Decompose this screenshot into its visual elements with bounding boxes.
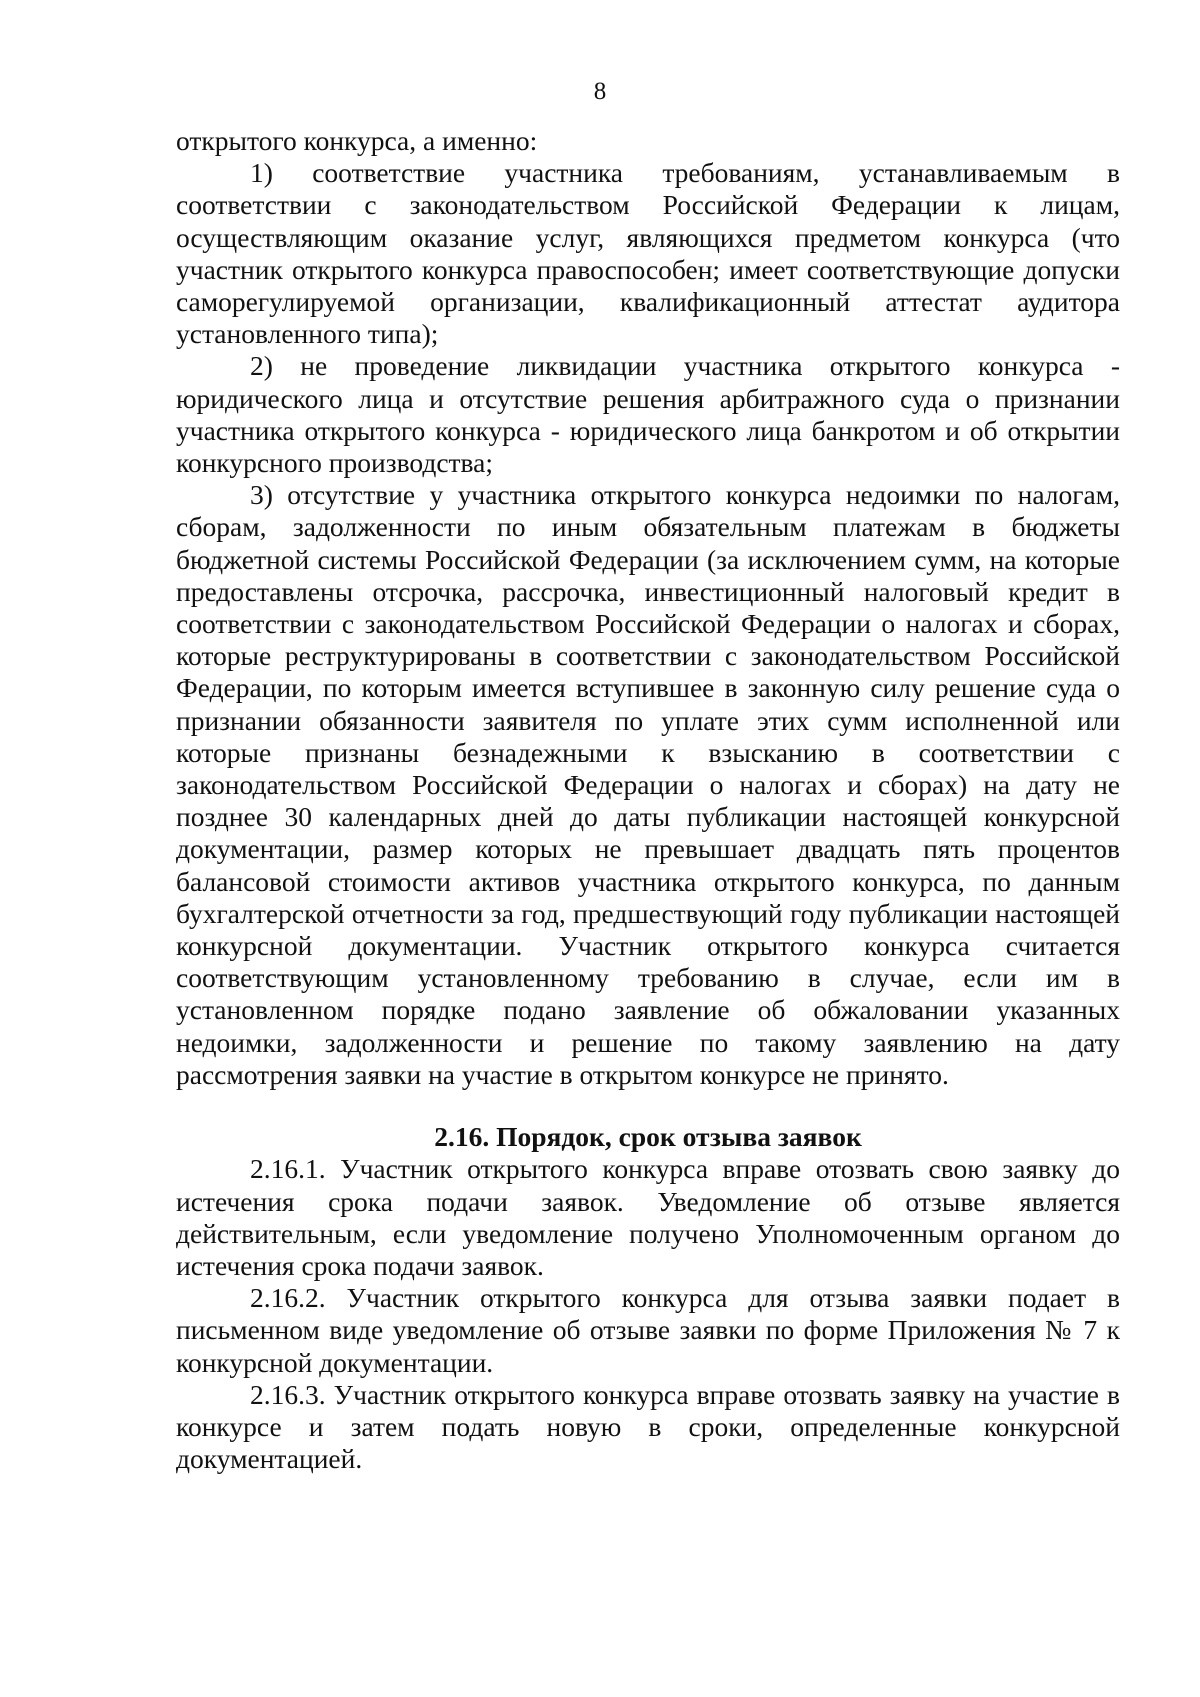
section-paragraph-2-16-1: 2.16.1. Участник открытого конкурса вправе отозвать свою заявку до истечения срока подачи заявок. Уведомление об отзыве является действительным, если уведомление получено Уполномоченным органом до истечения срока подачи заявок.	[176, 1153, 1120, 1281]
section-heading: 2.16. Порядок, срок отзыва заявок	[434, 1121, 862, 1153]
intro-paragraph: открытого конкурса, а именно:	[176, 125, 538, 156]
page-number: 8	[593, 78, 607, 105]
section-paragraph-2-16-2: 2.16.2. Участник открытого конкурса для отзыва заявки подает в письменном виде уведомление об отзыве заявки по форме Приложения № 7 к конкурсной документации.	[176, 1282, 1120, 1378]
requirement-item-3: 3) отсутствие у участника открытого конкурса недоимки по налогам, сборам, задолженности по иным обязательным платежам в бюджеты бюджетной системы Российской Федерации (за исключением сумм, на которые предоставлены отсрочка, рассрочка, инвестиционный налоговый кредит в соответствии с законодательством Российской Федерации о налогах и сборах, которые реструктурированы в соответствии с законодательством Российской Федерации, по которым имеется вступившее в законную силу решение суда о признании обязанности заявителя по уплате этих сумм исполненной или которые признаны безнадежными к взысканию в соответствии с законодательством Российской Федерации о налогах и сборах) на дату не позднее 30 календарных дней до даты публикации настоящей конкурсной документации, размер которых не превышает двадцать пять процентов балансовой стоимости активов участника открытого конкурса, по данным бухгалтерской отчетности за год, предшествующий году публикации настоящей конкурсной документации. Участник открытого конкурса считается соответствующим установленному требованию в случае, если им в установленном порядке подано заявление об обжаловании указанных недоимки, задолженности и решение по такому заявлению на дату рассмотрения заявки на участие в открытом конкурсе не принято.	[176, 479, 1120, 1090]
requirement-item-2: 2) не проведение ликвидации участника открытого конкурса - юридического лица и отсутствие решения арбитражного суда о признании участника открытого конкурса - юридического лица банкротом и об открытии конкурсного производства;	[176, 350, 1120, 479]
requirement-item-1: 1) соответствие участника требованиям, устанавливаемым в соответствии с законодательством Российской Федерации к лицам, осуществляющим оказание услуг, являющихся предметом конкурса (что участник открытого конкурса правоспособен; имеет соответствующие допуски саморегулируемой организации, квалификационный аттестат аудитора установленного типа);	[176, 157, 1120, 350]
section-paragraph-2-16-3: 2.16.3. Участник открытого конкурса вправе отозвать заявку на участие в конкурсе и затем подать новую в сроки, определенные конкурсной документацией.	[176, 1378, 1120, 1475]
document-body	[176, 125, 1120, 1475]
